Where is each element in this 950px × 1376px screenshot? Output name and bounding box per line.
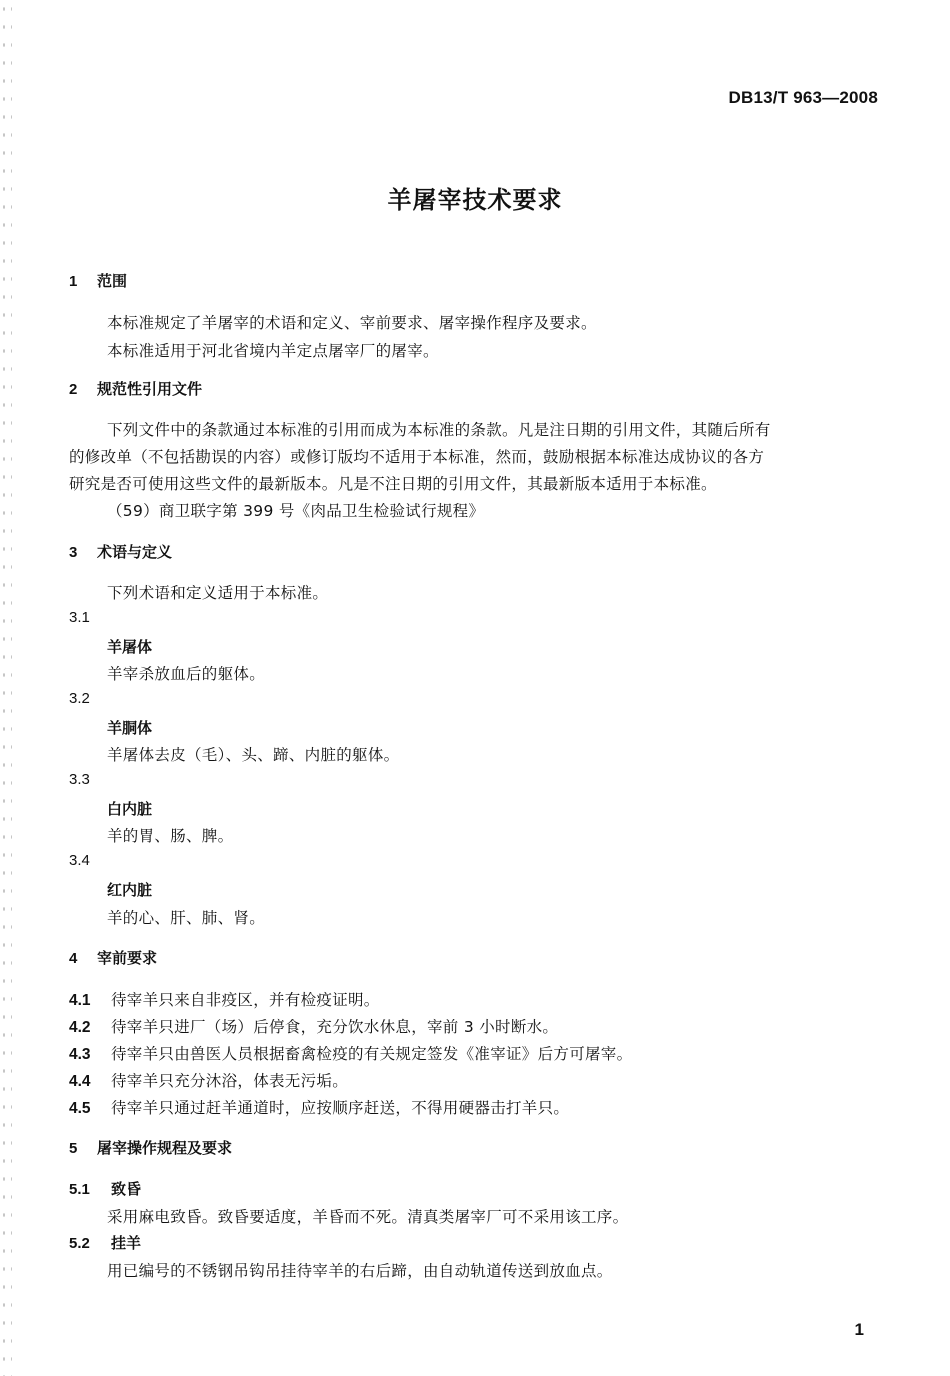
paragraph-line: 的修改单（不包括勘误的内容）或修订版均不适用于本标准，然而，鼓励根据本标准达成协议的各方 <box>69 448 765 466</box>
paragraph-line: 研究是否可使用这些文件的最新版本。凡是不注日期的引用文件，其最新版本适用于本标准。 <box>69 475 717 493</box>
term-number: 3.3 <box>69 771 90 788</box>
paragraph: 下列术语和定义适用于本标准。 <box>107 584 329 602</box>
item-number: 4.1 <box>69 992 91 1009</box>
section-title: 屠宰操作规程及要求 <box>97 1139 233 1157</box>
term-name: 白内脏 <box>107 800 153 818</box>
section-title: 范围 <box>97 272 128 290</box>
section-number: 2 <box>69 381 78 398</box>
list-item <box>69 1096 569 1118</box>
standard-number: DB13/T 963—2008 <box>728 88 878 107</box>
subsection-number: 5.1 <box>69 1181 90 1198</box>
section-title: 术语与定义 <box>97 543 173 561</box>
list-item <box>69 1015 558 1037</box>
section-1-heading <box>69 270 127 291</box>
subsection-title: 致昏 <box>111 1180 142 1198</box>
section-4-heading <box>69 947 157 968</box>
subsection-number: 5.2 <box>69 1235 90 1252</box>
term-name: 红内脏 <box>107 881 153 899</box>
section-number: 4 <box>69 950 78 967</box>
term-definition: 羊的心、肝、肺、肾。 <box>107 909 266 927</box>
section-title: 宰前要求 <box>97 949 158 967</box>
item-number: 4.3 <box>69 1046 91 1063</box>
item-number: 4.5 <box>69 1100 91 1117</box>
paragraph: 本标准规定了羊屠宰的术语和定义、宰前要求、屠宰操作程序及要求。 <box>107 314 597 332</box>
item-number: 4.2 <box>69 1019 91 1036</box>
list-item <box>69 1069 348 1091</box>
item-number: 4.4 <box>69 1073 91 1090</box>
term-definition: 羊屠体去皮（毛）、头、蹄、内脏的躯体。 <box>107 746 400 764</box>
list-item <box>69 1042 632 1064</box>
section-3-heading <box>69 541 172 562</box>
item-text: 待宰羊只通过赶羊通道时，应按顺序赶送，不得用硬器击打羊只。 <box>111 1099 570 1117</box>
section-5-heading <box>69 1137 232 1158</box>
document-title: 羊屠宰技术要求 <box>387 186 563 214</box>
subsection-5-1-heading <box>69 1178 141 1199</box>
item-text: 待宰羊只充分沐浴，体表无污垢。 <box>111 1072 349 1090</box>
term-name: 羊胴体 <box>107 719 153 737</box>
term-name: 羊屠体 <box>107 638 153 656</box>
term-definition: 羊宰杀放血后的躯体。 <box>107 665 266 683</box>
list-item <box>69 988 380 1010</box>
paragraph: 采用麻电致昏。致昏要适度，羊昏而不死。清真类屠宰厂可不采用该工序。 <box>107 1208 629 1226</box>
term-number: 3.4 <box>69 852 90 869</box>
term-number: 3.1 <box>69 609 90 626</box>
paragraph: 本标准适用于河北省境内羊定点屠宰厂的屠宰。 <box>107 342 439 360</box>
term-number: 3.2 <box>69 690 90 707</box>
page-number: 1 <box>854 1320 864 1339</box>
subsection-5-2-heading <box>69 1232 141 1253</box>
item-text: 待宰羊只由兽医人员根据畜禽检疫的有关规定签发《准宰证》后方可屠宰。 <box>111 1045 633 1063</box>
item-text: 待宰羊只来自非疫区，并有检疫证明。 <box>111 991 380 1009</box>
reference-item: （59）商卫联字第 399 号《肉品卫生检验试行规程》 <box>107 502 485 520</box>
section-title: 规范性引用文件 <box>97 380 203 398</box>
section-number: 1 <box>69 273 78 290</box>
subsection-title: 挂羊 <box>111 1234 142 1252</box>
section-number: 3 <box>69 544 78 561</box>
section-number: 5 <box>69 1140 78 1157</box>
paragraph-line: 下列文件中的条款通过本标准的引用而成为本标准的条款。凡是注日期的引用文件，其随后所有 <box>107 421 771 439</box>
section-2-heading <box>69 378 202 399</box>
term-definition: 羊的胃、肠、脾。 <box>107 827 234 845</box>
paragraph: 用已编号的不锈钢吊钩吊挂待宰羊的右后蹄，由自动轨道传送到放血点。 <box>107 1262 613 1280</box>
item-text: 待宰羊只进厂（场）后停食，充分饮水休息，宰前 3 小时断水。 <box>111 1018 559 1036</box>
